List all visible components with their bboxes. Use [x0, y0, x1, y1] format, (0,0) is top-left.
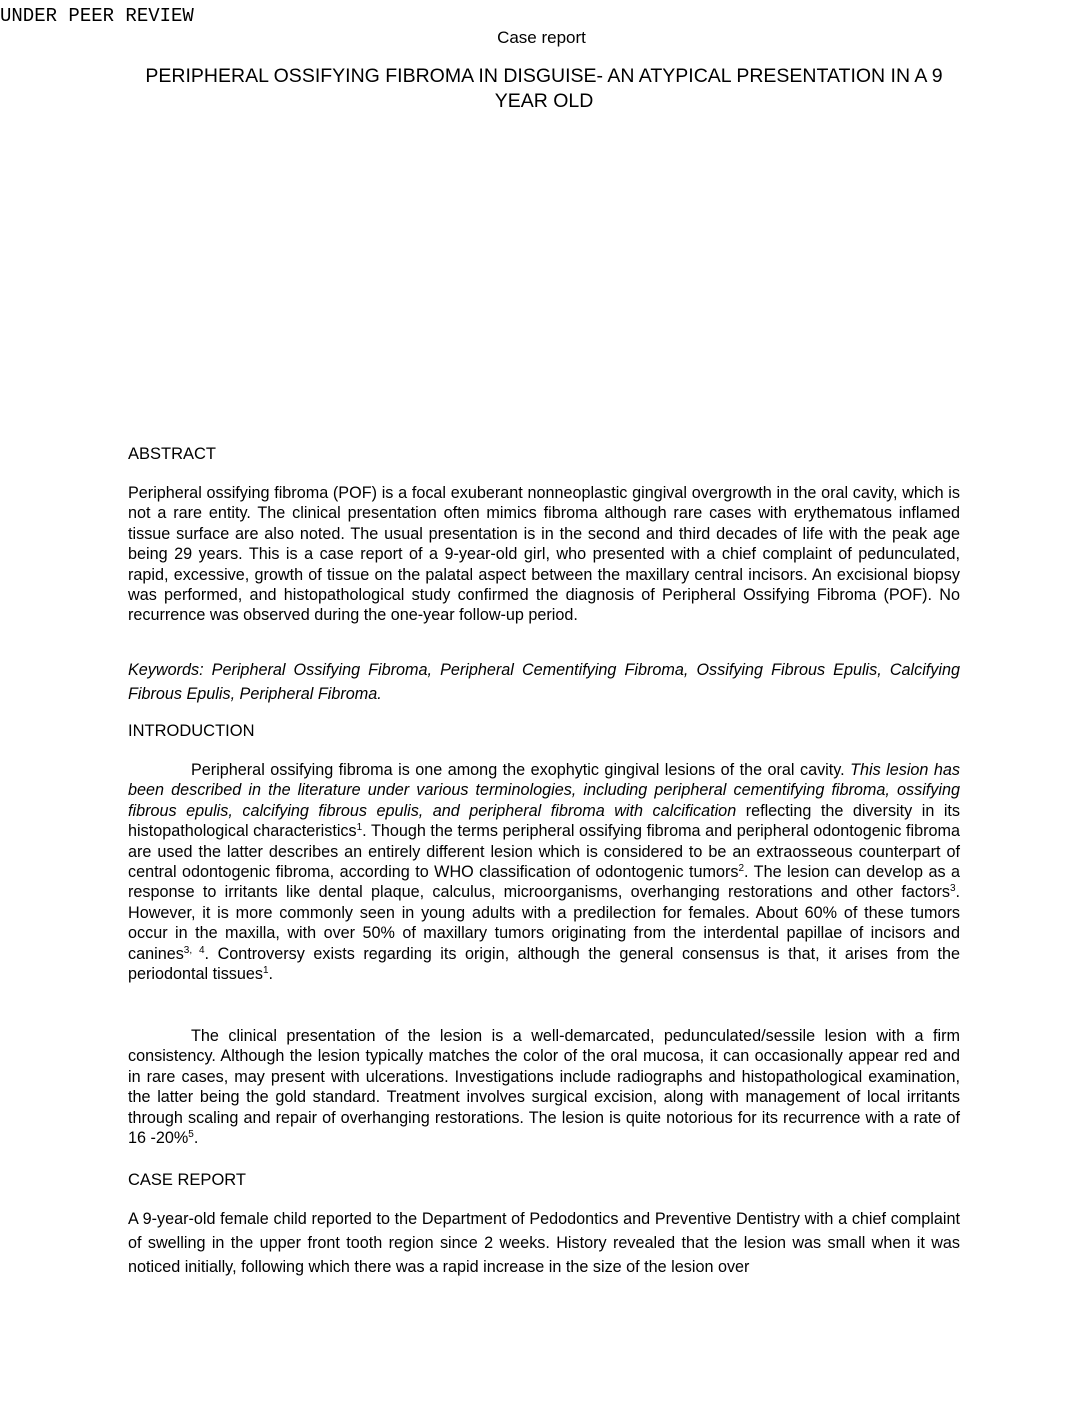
text-span: The clinical presentation of the lesion is a well-demarcated, pedunculated/sessile lesion with a firm consistency. Although the lesion typically matches the color of the oral mucosa, it can occasionally appear red and in rare cases, may present with ulcerations. Investigations include radiographs and histopathological examination, the latter being the gold standard. Treatment involves surgical excision, along with management of local irritants through scaling and repair of overhanging restorations. The lesion is quite notorious for its recurrence with a rate of 16 -20%	[128, 1027, 960, 1148]
text-span: .	[193, 1129, 199, 1148]
text-span: . Though the terms peripheral ossifying fibroma and peripheral odontogenic fibroma are used the latter describes an entirely different lesion which is considered to be an extraosseous counterpart of central odontogenic fibroma, according to WHO classification of odontogenic tumors	[128, 822, 960, 882]
abstract-heading: ABSTRACT	[128, 445, 217, 463]
abstract-text: Peripheral ossifying fibroma (POF) is a focal exuberant nonneoplastic gingival overgrowth in the oral cavity, which is not a rare entity. The clinical presentation often mimics fibroma although rare cases with erythematous inflamed tissue surface are also noted. The usual presentation is in the second and third decades of life with the peak age being 29 years. This is a case report of a 9-year-old girl, who presented with a chief complaint of pedunculated, rapid, excessive, growth of tissue on the palatal aspect between the maxillary central incisors. An excisional biopsy was performed, and histopathological study confirmed the diagnosis of Peripheral Ossifying Fibroma (POF). No recurrence was observed during the one-year follow-up period.	[128, 484, 960, 625]
case-report-text: A 9-year-old female child reported to the Department of Pedodontics and Preventive Dentistry with a chief complaint of swelling in the upper front tooth region since 2 weeks. History revealed that the lesion was small when it was noticed initially, following which there was a rapid increase in the size of the lesion over	[128, 1210, 960, 1276]
citation-ref: 3, 4	[183, 944, 205, 956]
introduction-heading: INTRODUCTION	[128, 722, 255, 740]
citation-ref: 3	[949, 883, 956, 895]
paper-title: PERIPHERAL OSSIFYING FIBROMA IN DISGUISE- AN ATYPICAL PRESENTATION IN A 9 YEAR OLD	[145, 65, 943, 112]
text-span: . Controversy exists regarding its origin, although the general consensus is that, it arises from the periodontal tissues	[128, 944, 961, 984]
italic-span: This lesion has been described in the literature under various terminologies, including peripheral cementifying fibroma, ossifying fibrous epulis, calcifying fibrous epulis, and peripheral fibroma with calcification	[128, 761, 960, 820]
text-span: . The lesion can develop as a response to irritants like dental plaque, calculus, microorganisms, overhanging restorations and other factors	[128, 863, 960, 902]
citation-ref: 5	[188, 1129, 194, 1141]
citation-ref: 2	[738, 863, 745, 875]
article-type-label: Case report	[497, 28, 586, 47]
keywords-text: Keywords: Peripheral Ossifying Fibroma, Peripheral Cementifying Fibroma, Ossifying Fibrous Epulis, Calcifying Fibrous Epulis, Peripheral Fibroma.	[128, 661, 960, 703]
text-span: reflecting the diversity in its histopathological characteristics	[128, 801, 961, 841]
introduction-paragraph-2	[128, 1026, 960, 1148]
case-report-heading: CASE REPORT	[128, 1171, 246, 1189]
text-span: Peripheral ossifying fibroma is one among the exophytic gingival lesions of the oral cavity.	[191, 761, 851, 779]
text-span: . However, it is more commonly seen in young adults with a predilection for females. About 60% of these tumors occur in the maxilla, with over 50% of maxillary tumors originating from the interdental papillae of incisors and canines	[128, 883, 960, 963]
citation-ref: 1	[262, 965, 269, 977]
peer-review-watermark: UNDER PEER REVIEW	[0, 5, 194, 27]
text-span: .	[268, 965, 274, 984]
citation-ref: 1	[356, 822, 363, 834]
keywords	[128, 658, 960, 706]
introduction-paragraph-1	[128, 760, 960, 984]
